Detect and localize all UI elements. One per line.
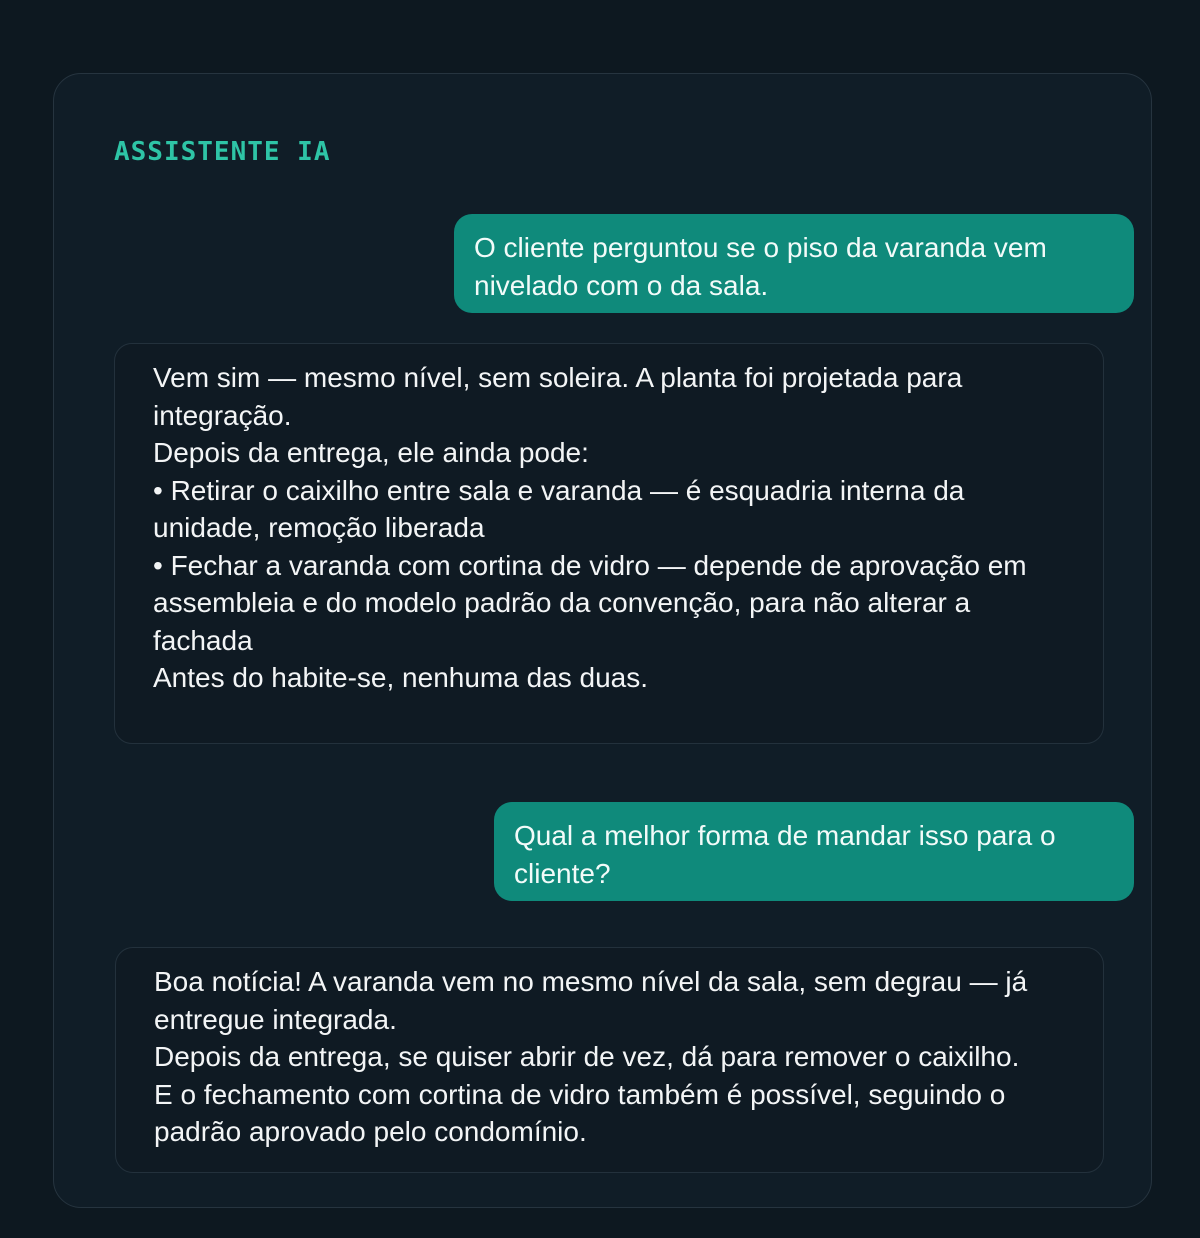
message-line: nivelado com o da sala. <box>474 269 769 301</box>
message-line: O cliente perguntou se o piso da varanda vem <box>474 232 1047 263</box>
assistant-message-bubble <box>115 947 1104 1173</box>
user-message-bubble <box>454 214 1134 313</box>
message-line: padrão aprovado pelo condomínio. <box>154 1116 587 1147</box>
message-list-item: • Retirar o caixilho entre sala e varanda — é esquadria interna da <box>153 474 965 506</box>
message-line: fachada <box>153 624 253 656</box>
message-line: unidade, remoção liberada <box>153 512 485 543</box>
assistant-message-bubble <box>114 343 1104 744</box>
message-line: Vem sim — mesmo nível, sem soleira. A planta foi projetada para <box>153 362 963 393</box>
message-line: Qual a melhor forma de mandar isso para o <box>514 820 1056 851</box>
message-line: assembleia e do modelo padrão da convenção, para não alterar a <box>153 587 971 618</box>
message-line: E o fechamento com cortina de vidro também é possível, seguindo o <box>154 1078 1006 1110</box>
chat-title: ASSISTENTE IA <box>114 137 331 167</box>
message-line: integração. <box>153 399 292 431</box>
message-line: Antes do habite-se, nenhuma das duas. <box>153 662 649 693</box>
user-message-bubble <box>494 802 1134 901</box>
message-line: cliente? <box>514 857 611 889</box>
chat-panel <box>53 73 1152 1208</box>
message-line: Depois da entrega, ele ainda pode: <box>153 437 589 468</box>
message-line: entregue integrada. <box>154 1003 397 1035</box>
message-line: Boa notícia! A varanda vem no mesmo nível da sala, sem degrau — já <box>154 966 1028 997</box>
message-list-item: • Fechar a varanda com cortina de vidro — depende de aprovação em <box>153 549 1027 581</box>
message-line: Depois da entrega, se quiser abrir de vez, dá para remover o caixilho. <box>154 1041 1020 1072</box>
